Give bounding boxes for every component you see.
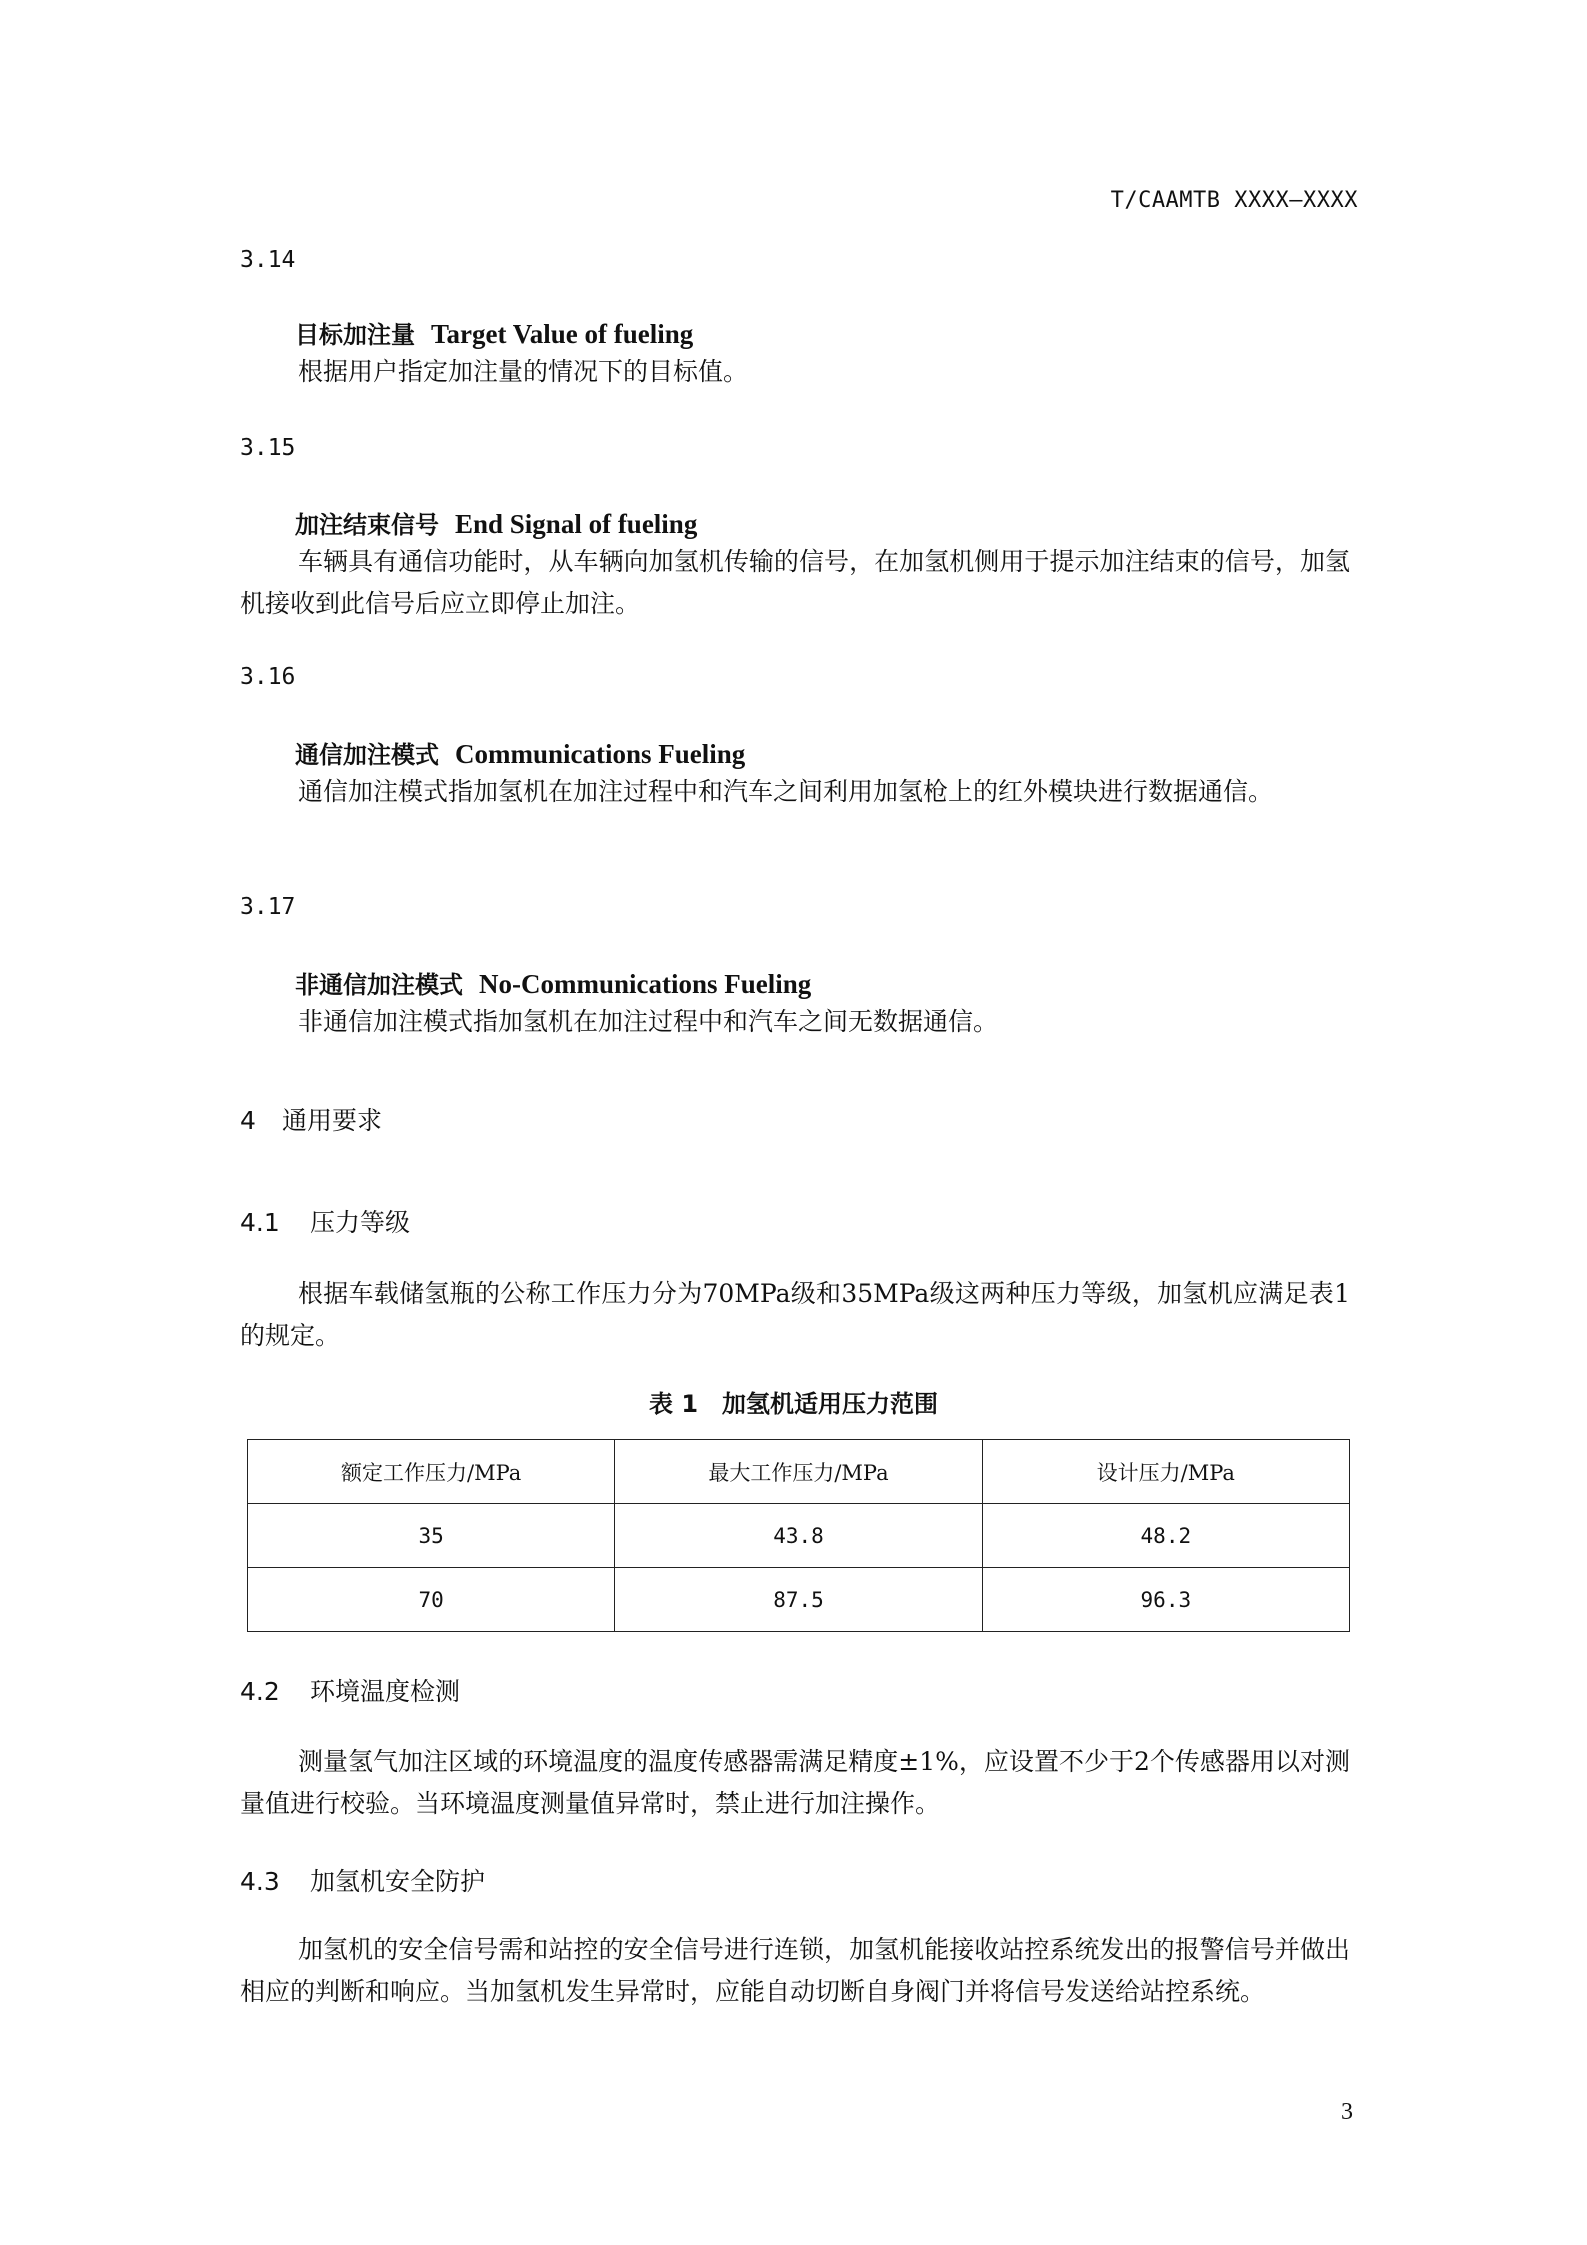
term-definition (240, 771, 1350, 813)
section-paragraph (240, 1273, 1350, 1357)
paragraph-text: 测量氢气加注区域的环境温度的温度传感器需满足精度±1%，应设置不少于2个传感器用以对测量值进行校验。当环境温度测量值异常时，禁止进行加注操作。 (240, 1747, 1350, 1818)
term-en: No-Communications Fueling (479, 969, 812, 999)
term-zh: 加注结束信号 (295, 511, 439, 539)
section-title: 加氢机安全防护 (310, 1867, 486, 1896)
table-cell: 70 (248, 1568, 615, 1632)
term-heading (295, 735, 745, 770)
page-number: 3 (1341, 2099, 1353, 2125)
table-cell: 87.5 (615, 1568, 982, 1632)
table-cell: 48.2 (982, 1504, 1349, 1568)
section-heading (240, 1203, 410, 1239)
table-row (248, 1504, 1350, 1568)
definition-text: 根据用户指定加注量的情况下的目标值。 (298, 357, 749, 386)
section-title: 通用要求 (282, 1106, 383, 1135)
table-cell: 35 (248, 1504, 615, 1568)
term-definition (240, 541, 1350, 625)
section-heading (240, 1101, 382, 1137)
term-zh: 通信加注模式 (295, 741, 439, 769)
table-header-row (248, 1440, 1350, 1504)
paragraph-text: 根据车载储氢瓶的公称工作压力分为70MPa级和35MPa级这两种压力等级，加氢机应满足表1的规定。 (240, 1279, 1350, 1350)
table-row (248, 1568, 1350, 1632)
header-cell: 最大工作压力/MPa (615, 1440, 982, 1504)
definition-text: 车辆具有通信功能时，从车辆向加氢机传输的信号，在加氢机侧用于提示加注结束的信号，加氢机接收到此信号后应立即停止加注。 (240, 547, 1350, 618)
section-number: 4.1 (240, 1208, 280, 1237)
term-zh: 非通信加注模式 (295, 971, 463, 999)
section-heading (240, 1862, 485, 1898)
table-caption: 表 1 加氢机适用压力范围 (648, 1390, 939, 1418)
clause-number: 3.14 (240, 247, 296, 273)
clause-number: 3.15 (240, 435, 296, 461)
term-definition (240, 1001, 1350, 1043)
term-heading (295, 315, 693, 350)
definition-text: 通信加注模式指加氢机在加注过程中和汽车之间利用加氢枪上的红外模块进行数据通信。 (298, 777, 1274, 806)
section-number: 4.3 (240, 1867, 280, 1896)
header-cell: 设计压力/MPa (982, 1440, 1349, 1504)
pressure-range-table (247, 1439, 1350, 1632)
paragraph-text: 加氢机的安全信号需和站控的安全信号进行连锁，加氢机能接收站控系统发出的报警信号并做出相应的判断和响应。当加氢机发生异常时，应能自动切断自身阀门并将信号发送给站控系统。 (240, 1935, 1350, 2006)
clause-number: 3.16 (240, 664, 296, 690)
term-heading (295, 965, 811, 1000)
section-number: 4 (240, 1106, 256, 1135)
clause-number: 3.17 (240, 894, 296, 920)
document-code-header: T/CAAMTB XXXX—XXXX (1110, 188, 1358, 213)
term-definition (240, 351, 1350, 393)
definition-text: 非通信加注模式指加氢机在加注过程中和汽车之间无数据通信。 (298, 1007, 999, 1036)
term-zh: 目标加注量 (295, 321, 415, 349)
term-en: Target Value of fueling (431, 319, 694, 349)
section-title: 压力等级 (310, 1208, 411, 1237)
term-en: End Signal of fueling (455, 509, 698, 539)
section-title: 环境温度检测 (310, 1677, 461, 1706)
section-paragraph (240, 1741, 1350, 1825)
table-cell: 43.8 (615, 1504, 982, 1568)
section-number: 4.2 (240, 1677, 280, 1706)
section-paragraph (240, 1929, 1350, 2013)
term-en: Communications Fueling (455, 739, 746, 769)
table-cell: 96.3 (982, 1568, 1349, 1632)
term-heading (295, 505, 697, 540)
section-heading (240, 1672, 460, 1708)
header-cell: 额定工作压力/MPa (248, 1440, 615, 1504)
